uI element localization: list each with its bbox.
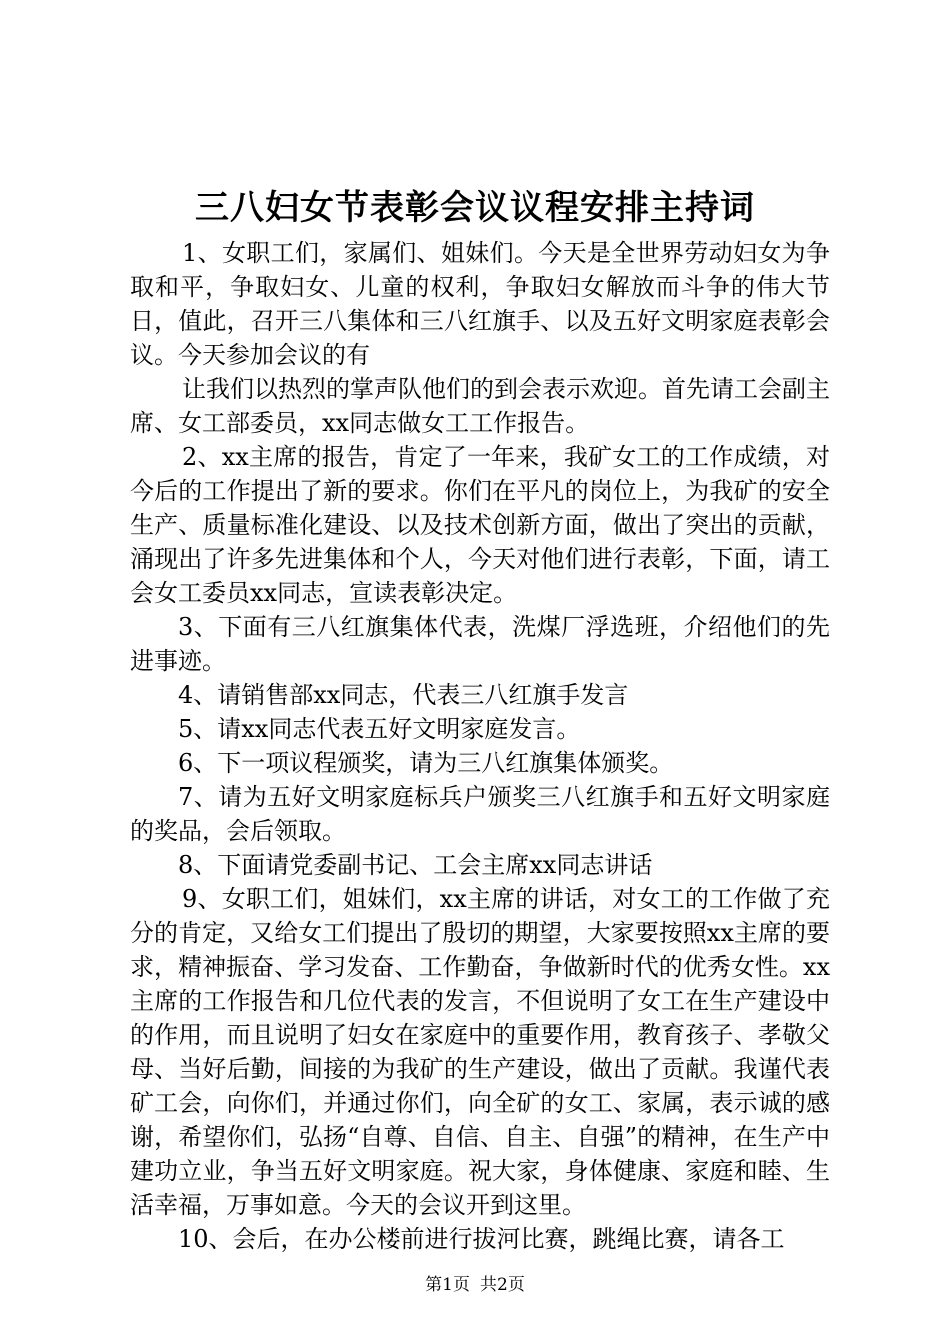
paragraph-5: 5、请xx同志代表五好文明家庭发言。 <box>178 715 581 743</box>
paragraph-8: 8、下面请党委副书记、工会主席xx同志讲话 <box>178 851 653 879</box>
paragraph-2: 2、xx主席的报告，肯定了一年来，我矿女工的工作成绩，对今后的工作提出了新的要求。你们在平凡的岗位上，为我矿的安全生产、质量标准化建设、以及技术创新方面，做出了突出的贡献，涌现出了许多先进集体和个人，今天对他们进行表彰，下面，请工会女工委员xx同志，宣读表彰决定。 <box>130 443 830 607</box>
page-total: 共2页 <box>480 1275 525 1295</box>
paragraph-3: 3、下面有三八红旗集体代表，洗煤厂浮选班，介绍他们的先进事迹。 <box>130 613 830 675</box>
paragraph-7: 7、请为五好文明家庭标兵户颁奖三八红旗手和五好文明家庭的奖品，会后领取。 <box>130 783 830 845</box>
paragraph-10: 10、会后，在办公楼前进行拔河比赛，跳绳比赛，请各工 <box>178 1225 785 1253</box>
paragraph-6: 6、下一项议程颁奖，请为三八红旗集体颁奖。 <box>178 749 674 777</box>
document-body <box>130 236 830 1256</box>
page-footer <box>0 1273 950 1297</box>
page-number: 第1页 <box>425 1275 470 1295</box>
paragraph-4: 4、请销售部xx同志，代表三八红旗手发言 <box>178 681 629 709</box>
paragraph-9: 9、女职工们，姐妹们，xx主席的讲话，对女工的工作做了充分的肯定，又给女工们提出了殷切的期望，大家要按照xx主席的要求，精神振奋、学习发奋、工作勤奋，争做新时代的优秀女性。xx主席的工作报告和几位代表的发言，不但说明了女工在生产建设中的作用，而且说明了妇女在家庭中的重要作用，教育孩子、孝敬父母、当好后勤，间接的为我矿的生产建设，做出了贡献。我谨代表矿工会，向你们，并通过你们，向全矿的女工、家属，表示诚的感谢，希望你们，弘扬“自尊、自信、自主、自强”的精神，在生产中建功立业，争当五好文明家庭。祝大家，身体健康、家庭和睦、生活幸福，万事如意。今天的会议开到这里。 <box>130 885 830 1219</box>
paragraph-1: 1、女职工们，家属们、姐妹们。今天是全世界劳动妇女为争取和平，争取妇女、儿童的权利，争取妇女解放而斗争的伟大节日，值此，召开三八集体和三八红旗手、以及五好文明家庭表彰会议。今天参加会议的有 <box>130 239 830 369</box>
paragraph-welcome: 让我们以热烈的掌声队他们的到会表示欢迎。首先请工会副主席、女工部委员，xx同志做女工工作报告。 <box>130 375 830 437</box>
document-title: 三八妇女节表彰会议议程安排主持词 <box>195 188 755 228</box>
